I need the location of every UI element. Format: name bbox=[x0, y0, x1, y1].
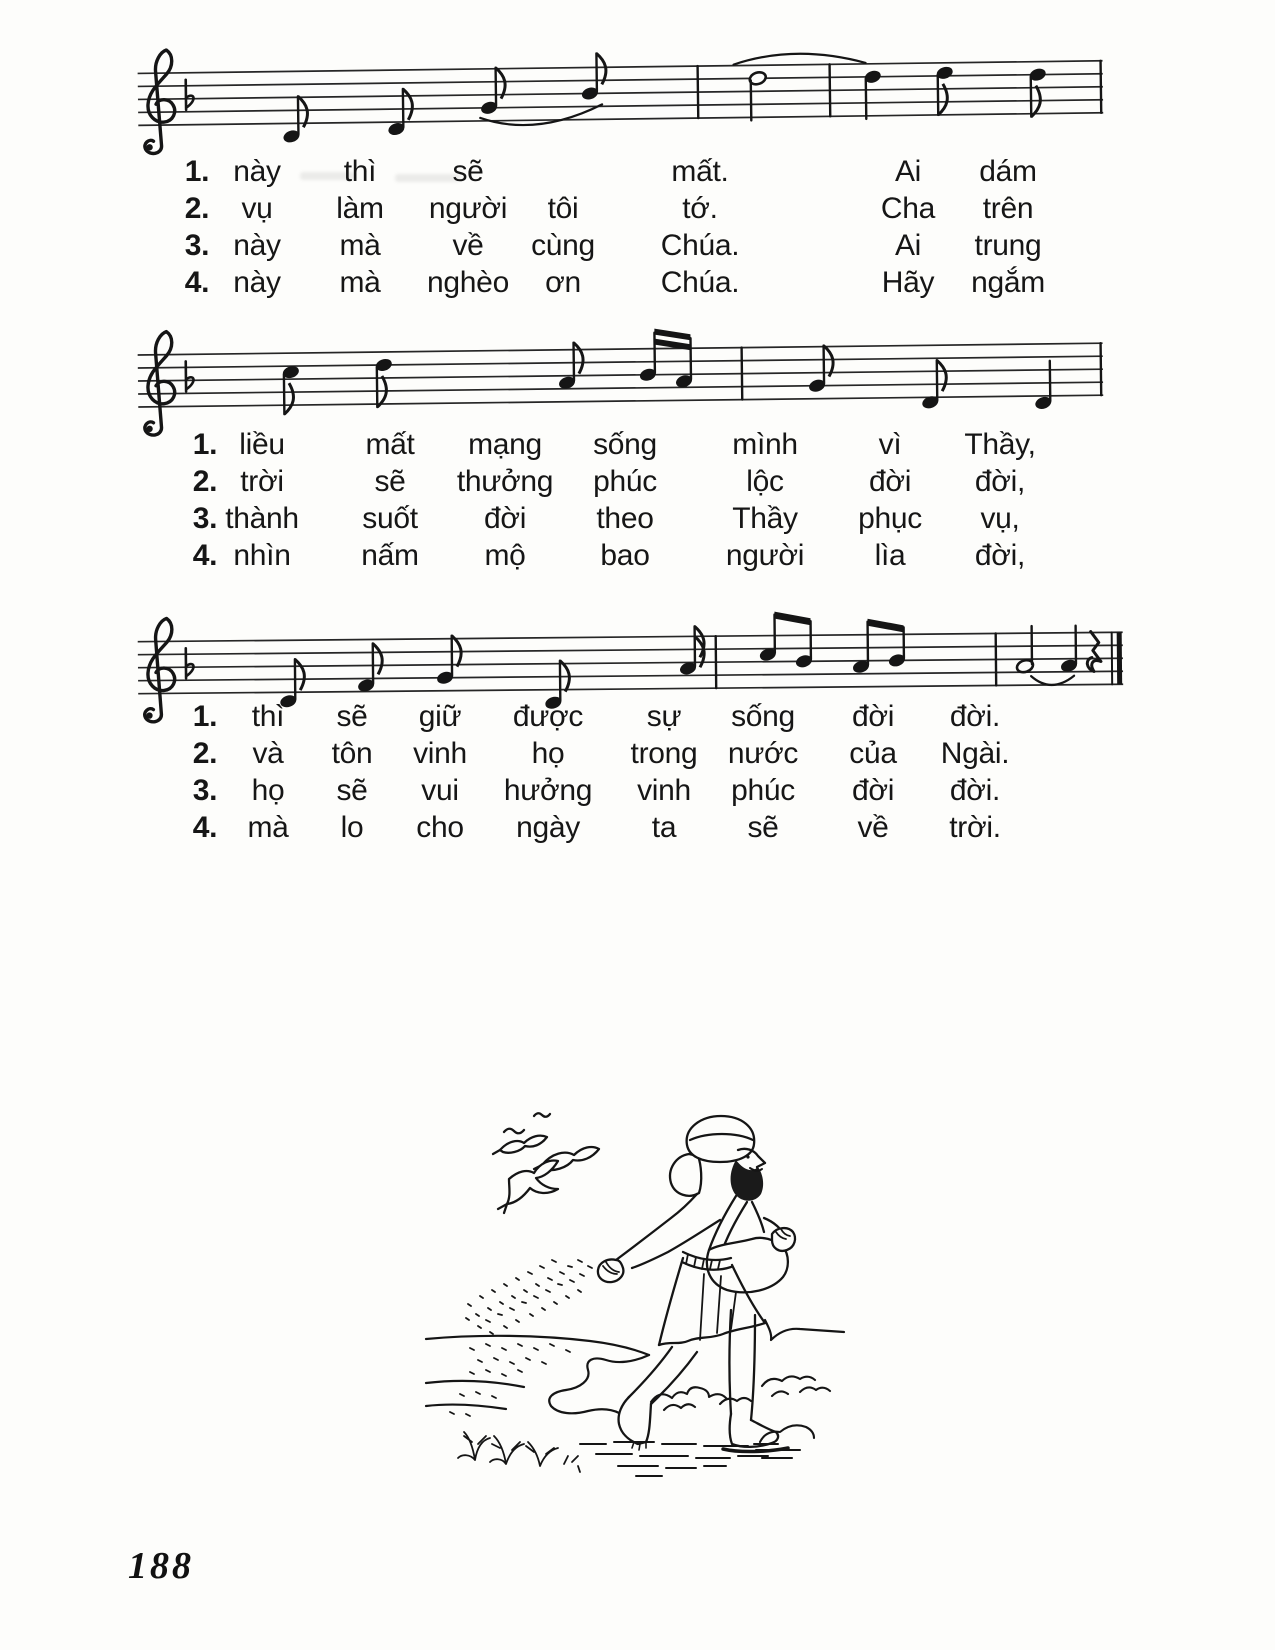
lyric-word: ta bbox=[651, 811, 677, 844]
lyric-word: dám bbox=[979, 155, 1037, 188]
lyric-word: suốt bbox=[362, 502, 418, 535]
lyric-word: trời. bbox=[949, 811, 1001, 844]
lyric-word: liều bbox=[239, 428, 285, 461]
verse-number: 4. bbox=[192, 539, 218, 572]
verse-number: 1. bbox=[184, 155, 210, 188]
lyric-word: lộc bbox=[746, 465, 784, 498]
lyric-word: vui bbox=[421, 774, 459, 807]
lyric-word: trong bbox=[630, 737, 698, 770]
flat-sign-icon bbox=[186, 361, 194, 391]
lyric-word: nghèo bbox=[427, 266, 509, 299]
lyric-word: người bbox=[428, 192, 508, 225]
verse-number: 4. bbox=[192, 811, 218, 844]
lyric-word: bao bbox=[600, 539, 650, 572]
lyric-word: đời bbox=[851, 774, 895, 807]
lyric-word: tớ. bbox=[682, 192, 718, 225]
lyric-word: Thầy bbox=[732, 502, 798, 535]
lyric-word: sẽ bbox=[452, 155, 484, 188]
verse-line bbox=[150, 155, 1160, 193]
flat-sign-icon bbox=[186, 648, 194, 678]
lyric-word: mất. bbox=[671, 155, 729, 188]
lyric-word: mất bbox=[365, 428, 415, 461]
lyric-word: sống bbox=[731, 700, 795, 733]
lyric-word: sẽ bbox=[747, 811, 779, 844]
lyric-word: đời, bbox=[974, 539, 1026, 572]
lyric-word: sẽ bbox=[374, 465, 406, 498]
lyric-word: làm bbox=[336, 192, 384, 225]
thorn-bushes bbox=[458, 1432, 580, 1472]
staff-lines bbox=[138, 343, 1104, 407]
verse-line bbox=[150, 502, 1160, 540]
lyric-word: thì bbox=[251, 700, 285, 733]
lyric-word: đời. bbox=[949, 700, 1001, 733]
verse-line bbox=[150, 737, 1160, 775]
quarter-rest-icon bbox=[1087, 631, 1101, 671]
lyric-word: người bbox=[725, 539, 805, 572]
verse-line bbox=[150, 229, 1160, 267]
page-number: 188 bbox=[128, 1545, 194, 1587]
verse-line bbox=[150, 428, 1160, 466]
verse-number: 2. bbox=[184, 192, 210, 225]
verse-line bbox=[150, 465, 1160, 503]
lyric-word: Thầy, bbox=[964, 428, 1036, 461]
verse-number: 1. bbox=[192, 700, 218, 733]
lyric-word: vụ bbox=[241, 192, 273, 225]
lyric-word: đời, bbox=[974, 465, 1026, 498]
lyrics-block-1 bbox=[150, 155, 1160, 307]
lyric-word: giữ bbox=[418, 700, 462, 733]
lyric-word: mà bbox=[339, 229, 381, 262]
sower-illustration bbox=[420, 1052, 850, 1492]
beam bbox=[654, 328, 690, 340]
lyric-word: lo bbox=[340, 811, 364, 844]
lyric-word: mạng bbox=[468, 428, 542, 461]
barline bbox=[830, 64, 831, 116]
lyric-word: ơn bbox=[545, 266, 581, 299]
hand bbox=[598, 1259, 623, 1282]
lyric-word: đời bbox=[851, 700, 895, 733]
verse-number: 4. bbox=[184, 266, 210, 299]
barline bbox=[698, 66, 699, 118]
ground bbox=[426, 1320, 844, 1413]
verse-number: 1. bbox=[192, 428, 218, 461]
lyric-word: vinh bbox=[637, 774, 691, 807]
lyric-word: về bbox=[857, 811, 889, 844]
lyric-word: Chúa. bbox=[660, 266, 740, 299]
lyric-word: thưởng bbox=[456, 465, 554, 498]
lyric-word: trời bbox=[240, 465, 284, 498]
beam bbox=[868, 618, 904, 632]
verse-line bbox=[150, 539, 1160, 577]
lyric-word: mình bbox=[732, 428, 798, 461]
lyric-word: nhìn bbox=[233, 539, 291, 572]
verse-number: 2. bbox=[192, 737, 218, 770]
lyric-word: thì bbox=[343, 155, 377, 188]
lyric-word: mộ bbox=[484, 539, 526, 572]
notes-staff-3 bbox=[278, 608, 1122, 713]
treble-clef-icon bbox=[144, 332, 176, 436]
flat-sign-icon bbox=[186, 80, 194, 110]
lyric-word: Ai bbox=[894, 155, 922, 188]
turban bbox=[687, 1116, 755, 1162]
lyric-word: Ngài. bbox=[940, 737, 1010, 770]
front-foot bbox=[619, 1397, 651, 1444]
notes-staff-1 bbox=[281, 47, 1102, 145]
lyric-word: Hãy bbox=[881, 266, 935, 299]
lyric-word: này bbox=[233, 155, 281, 188]
tie bbox=[733, 53, 865, 65]
lyric-word: nấm bbox=[361, 539, 419, 572]
lyric-word: này bbox=[233, 229, 281, 262]
lyric-word: vụ, bbox=[980, 502, 1020, 535]
lyric-word: thành bbox=[225, 502, 299, 535]
lyric-word: mà bbox=[247, 811, 289, 844]
lyric-word: phúc bbox=[731, 774, 795, 807]
lyric-word: phục bbox=[858, 502, 922, 535]
lyric-word: tôn bbox=[331, 737, 373, 770]
barline bbox=[742, 348, 743, 400]
lyric-word: vinh bbox=[413, 737, 467, 770]
lyric-word: đời bbox=[483, 502, 527, 535]
lyric-word: đời bbox=[868, 465, 912, 498]
chest bbox=[752, 1202, 764, 1232]
lyric-word: về bbox=[452, 229, 484, 262]
lyric-word: Cha bbox=[880, 192, 936, 225]
lyric-word: trên bbox=[982, 192, 1034, 225]
lyric-word: của bbox=[849, 737, 897, 770]
birds-icon bbox=[493, 1113, 599, 1213]
lyrics-block-2 bbox=[150, 428, 1160, 580]
sower-figure bbox=[598, 1116, 795, 1452]
lyrics-block-3 bbox=[150, 700, 1160, 852]
skirt bbox=[659, 1258, 683, 1345]
verse-number: 2. bbox=[192, 465, 218, 498]
tie bbox=[1031, 676, 1074, 685]
lyric-word: Ai bbox=[894, 229, 922, 262]
barline bbox=[1101, 343, 1102, 395]
lyric-word: được bbox=[512, 700, 584, 733]
front-leg bbox=[629, 1347, 697, 1404]
treble-clef-icon bbox=[144, 50, 176, 154]
lyric-word: Chúa. bbox=[660, 229, 740, 262]
lyric-word: họ bbox=[531, 737, 565, 770]
lyric-word: lìa bbox=[874, 539, 906, 572]
verse-line bbox=[150, 192, 1160, 230]
back-and-arm bbox=[616, 1194, 697, 1260]
lyric-word: ngắm bbox=[971, 266, 1045, 299]
final-barline-thick bbox=[1117, 632, 1122, 684]
lyric-word: hưởng bbox=[503, 774, 593, 807]
lyric-word: mà bbox=[339, 266, 381, 299]
lyric-word: sẽ bbox=[336, 700, 368, 733]
lyric-word: và bbox=[252, 737, 284, 770]
lyric-word: họ bbox=[251, 774, 285, 807]
back-foot bbox=[730, 1414, 778, 1447]
lyric-word: tôi bbox=[547, 192, 579, 225]
staff-lines bbox=[138, 61, 1104, 126]
lyric-word: sống bbox=[593, 428, 657, 461]
lyric-word: trung bbox=[974, 229, 1042, 262]
verse-line bbox=[150, 266, 1160, 304]
notes-staff-2 bbox=[281, 323, 1102, 420]
lyric-word: sự bbox=[646, 700, 682, 733]
lyric-word: phúc bbox=[593, 465, 657, 498]
music-staff-1 bbox=[127, 29, 1129, 167]
beam bbox=[774, 611, 810, 625]
verse-line bbox=[150, 700, 1160, 738]
lyric-word: này bbox=[233, 266, 281, 299]
lyric-word: nước bbox=[727, 737, 799, 770]
verse-line bbox=[150, 811, 1160, 849]
lyric-word: cho bbox=[416, 811, 464, 844]
lyric-word: ngày bbox=[516, 811, 580, 844]
lyric-word: cùng bbox=[531, 229, 595, 262]
lyric-word: theo bbox=[596, 502, 654, 535]
lyric-word: vì bbox=[878, 428, 902, 461]
verse-number: 3. bbox=[192, 774, 218, 807]
verse-line bbox=[150, 774, 1160, 812]
verse-number: 3. bbox=[192, 502, 218, 535]
barline bbox=[1101, 61, 1102, 113]
staff-lines bbox=[138, 632, 1123, 693]
lyric-word: sẽ bbox=[336, 774, 368, 807]
lyric-word: đời. bbox=[949, 774, 1001, 807]
headcloth bbox=[670, 1154, 701, 1196]
verse-number: 3. bbox=[184, 229, 210, 262]
